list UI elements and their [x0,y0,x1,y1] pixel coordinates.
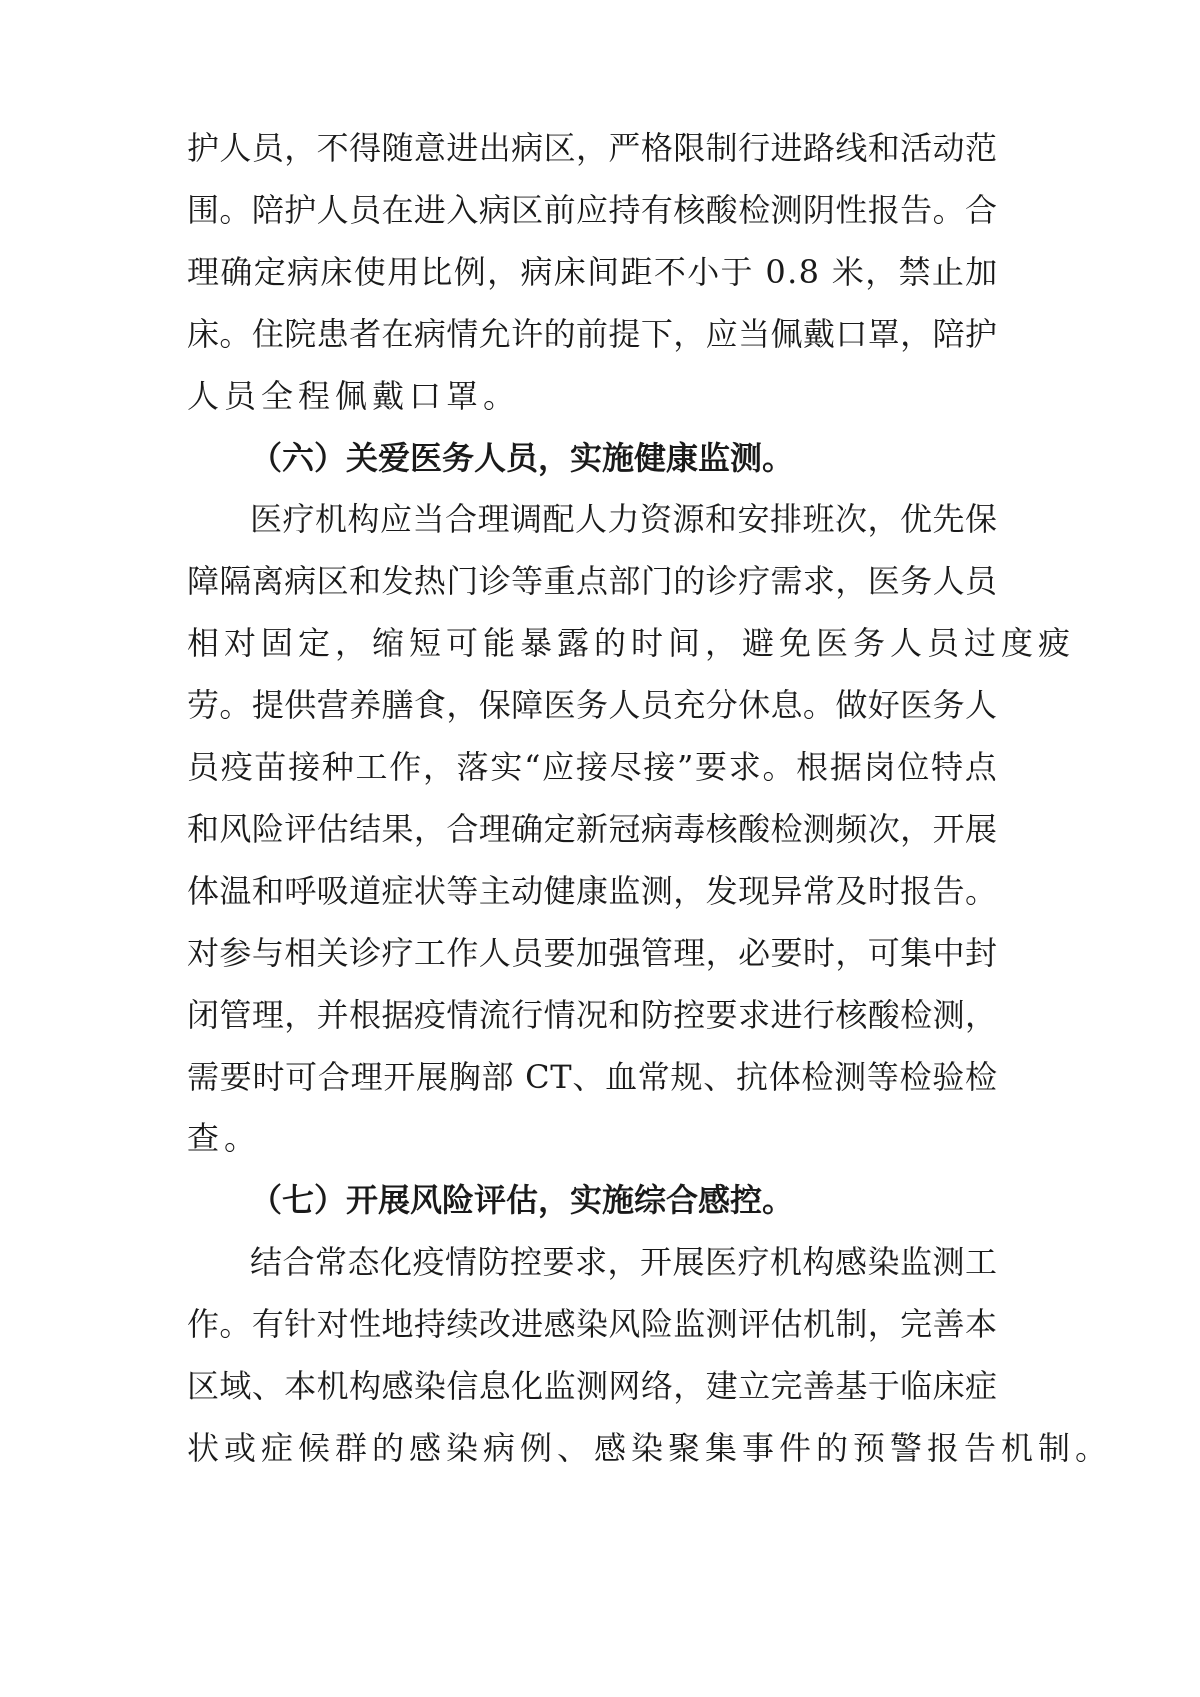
text-line: 相对固定，缩短可能暴露的时间，避免医务人员过度疲 [187,624,1076,663]
text-line: 区域、本机构感染信息化监测网络，建立完善基于临床症 [187,1367,998,1405]
text-line: 作。有针对性地持续改进感染风险监测评估机制，完善本 [187,1305,998,1344]
text-line: 护人员，不得随意进出病区，严格限制行进路线和活动范 [187,129,998,167]
text-line: 对参与相关诊疗工作人员要加强管理，必要时，可集中封 [187,933,998,972]
text-line: 结合常态化疫情防控要求，开展医疗机构感染监测工 [250,1243,998,1282]
text-line: 人员全程佩戴口罩。 [187,376,521,415]
text-line: 床。住院患者在病情允许的前提下，应当佩戴口罩，陪护 [187,314,998,353]
section-heading: （七）开展风险评估，实施综合感控。 [250,1181,795,1220]
text-line: 状或症候群的感染病例、感染聚集事件的预警报告机制。 [187,1428,1113,1467]
text-line: 围。陪护人员在进入病区前应持有核酸检测阴性报告。合 [187,190,998,229]
section-heading: （六）关爱医务人员，实施健康监测。 [250,438,795,477]
text-line: 劳。提供营养膳食，保障医务人员充分休息。做好医务人 [187,686,998,725]
text-line: 障隔离病区和发热门诊等重点部门的诊疗需求，医务人员 [187,562,998,601]
text-line: 查。 [187,1119,262,1158]
text-line: 理确定病床使用比例，病床间距不小于 0.8 米，禁止加 [187,252,999,291]
text-line: 医疗机构应当合理调配人力资源和安排班次，优先保 [250,500,998,539]
text-line: 闭管理，并根据疫情流行情况和防控要求进行核酸检测， [187,995,998,1034]
text-line: 体温和呼吸道症状等主动健康监测，发现异常及时报告。 [187,871,998,910]
text-line: 员疫苗接种工作，落实“应接尽接”要求。根据岗位特点 [187,748,999,786]
text-line: 需要时可合理开展胸部 CT、血常规、抗体检测等检验检 [187,1057,998,1096]
text-line: 和风险评估结果，合理确定新冠病毒核酸检测频次，开展 [187,809,998,848]
